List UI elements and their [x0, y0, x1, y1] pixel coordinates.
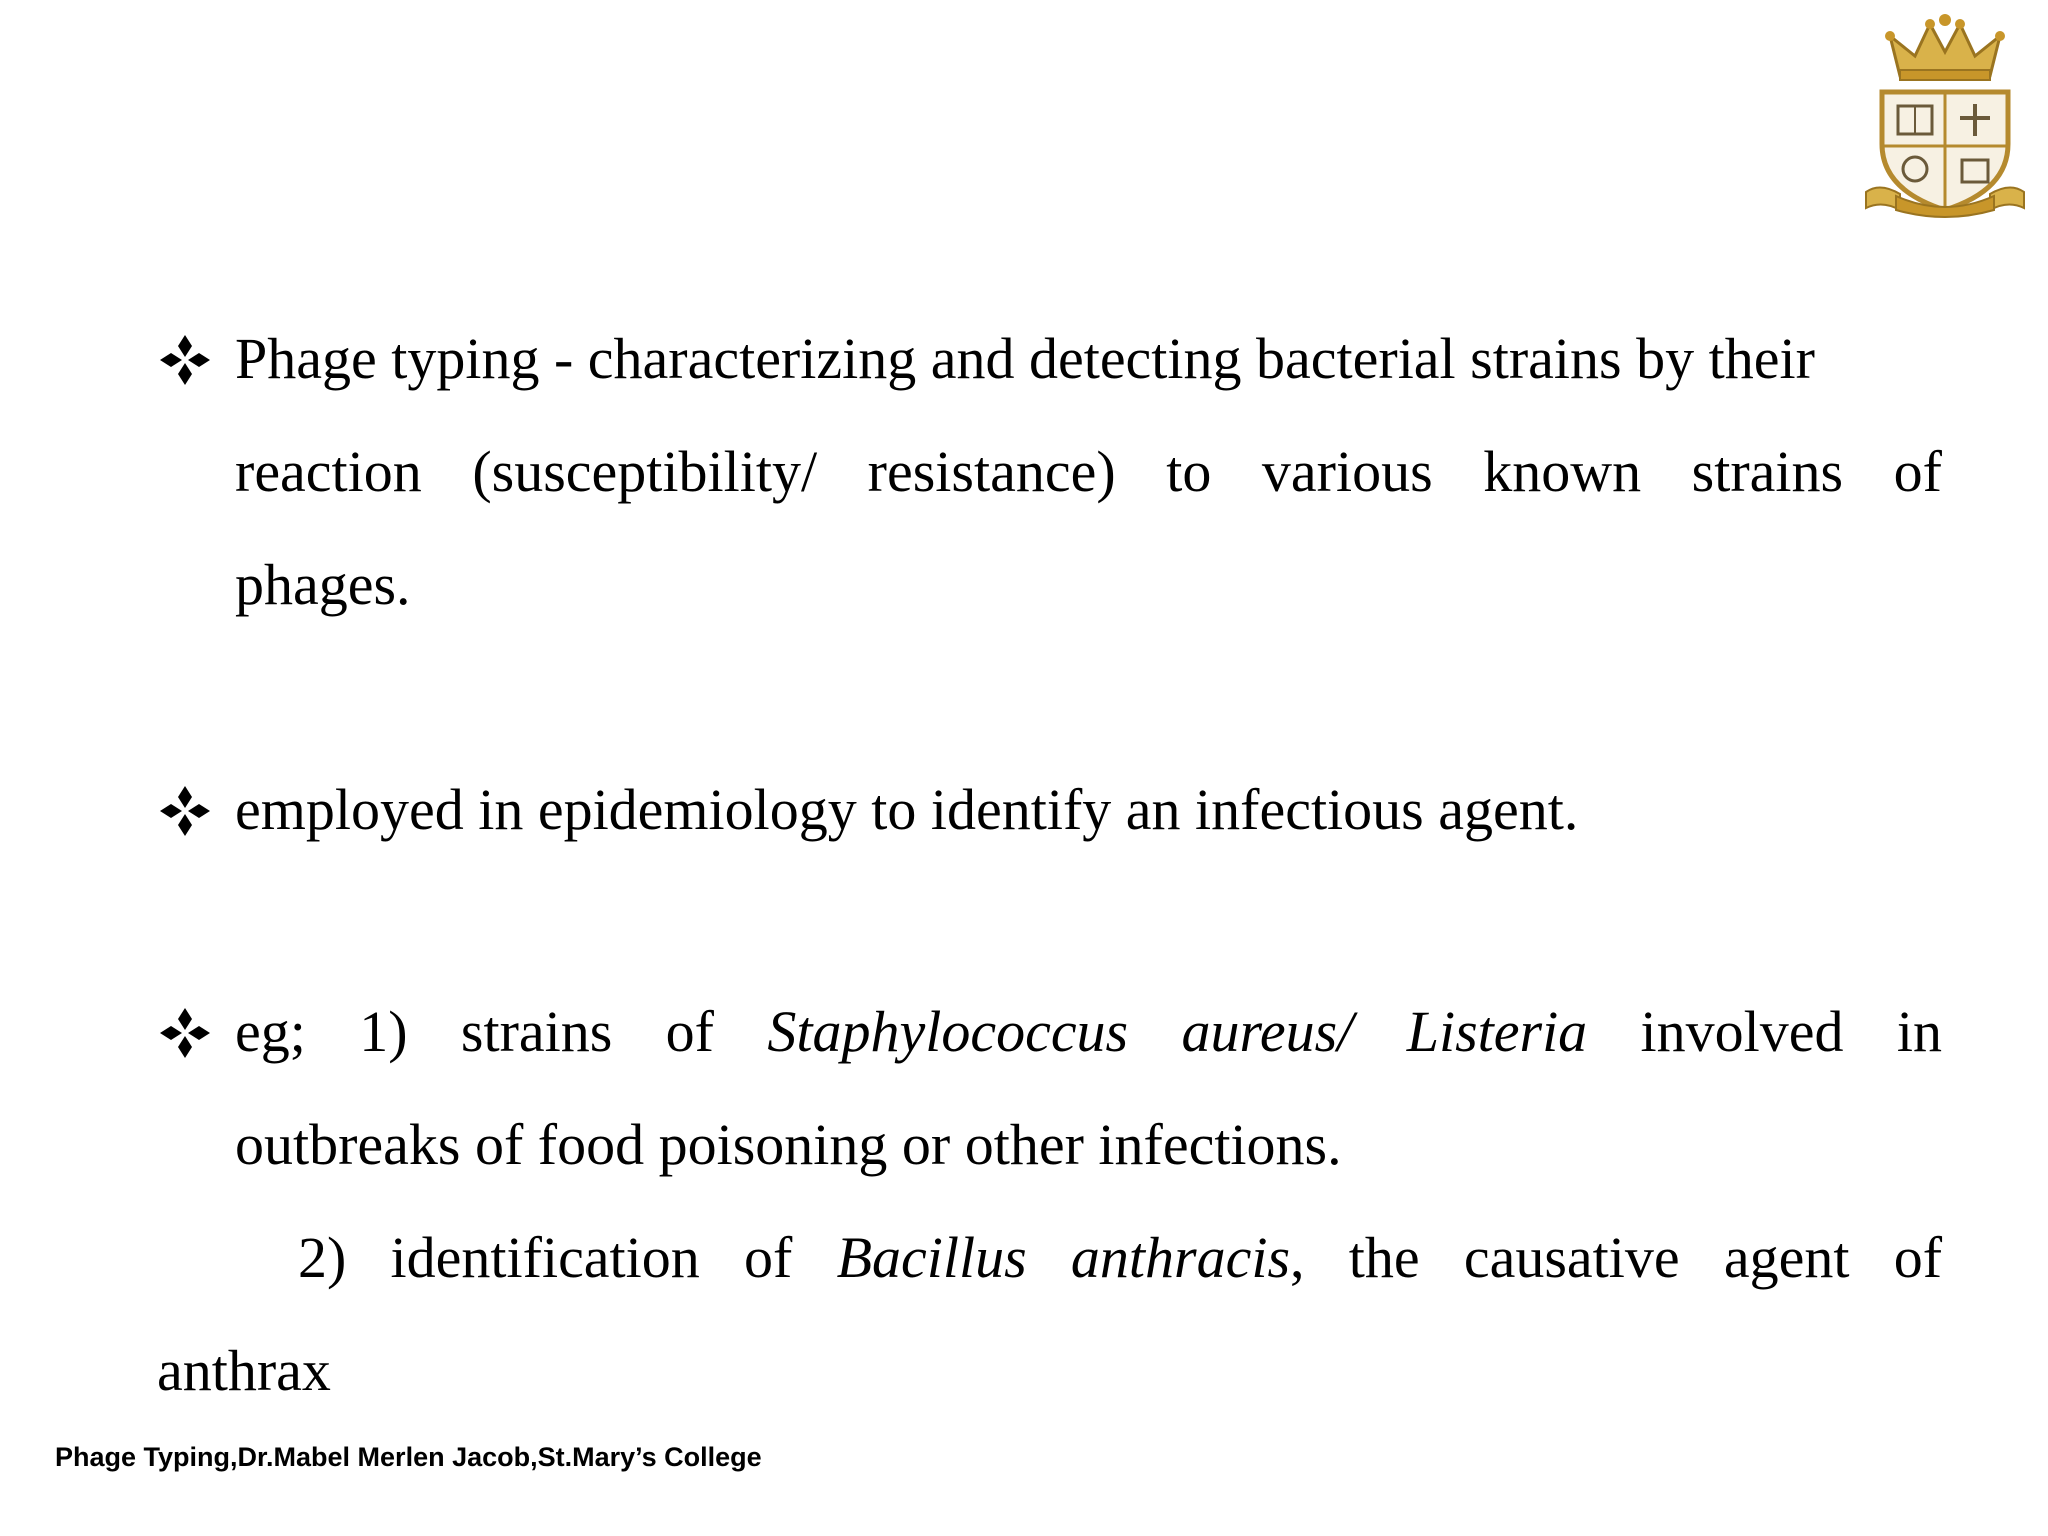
diamond-bullet-icon: [158, 784, 212, 838]
bullet-3-species-name-bacillus: Bacillus anthracis: [836, 1225, 1291, 1290]
bullet-1-line-1: Phage typing - characterizing and detecting bacterial strains by their: [235, 326, 1815, 391]
slide-footer: Phage Typing,Dr.Mabel Merlen Jacob,St.Mary’s College: [55, 1442, 762, 1472]
bullet-3-line-2: outbreaks of food poisoning or other infections.: [235, 1112, 1342, 1177]
diamond-bullet-icon: [158, 333, 212, 387]
bullet-3-line-4: anthrax: [157, 1338, 331, 1403]
bullet-3-line-3-suffix: , the causative agent of: [1290, 1225, 1943, 1290]
bullet-3-species-names: Staphylococcus aureus/ Listeria: [767, 999, 1588, 1064]
bullet-3-line-3: [298, 1225, 1943, 1290]
bullet-3-line-1: [235, 999, 1942, 1064]
bullet-3-line-1-suffix: involved in: [1587, 999, 1942, 1064]
bullet-1-line-3: phages.: [235, 552, 411, 617]
college-crest-icon: [1860, 14, 2030, 220]
bullet-3-line-1-prefix: eg; 1) strains of: [235, 999, 768, 1064]
bullet-3-line-3-prefix: 2) identification of: [298, 1225, 837, 1290]
diamond-bullet-icon: [158, 1006, 212, 1060]
bullet-2-line-1: employed in epidemiology to identify an infectious agent.: [235, 777, 1579, 842]
bullet-1-line-2: reaction (susceptibility/ resistance) to various known strains of: [235, 439, 1942, 504]
